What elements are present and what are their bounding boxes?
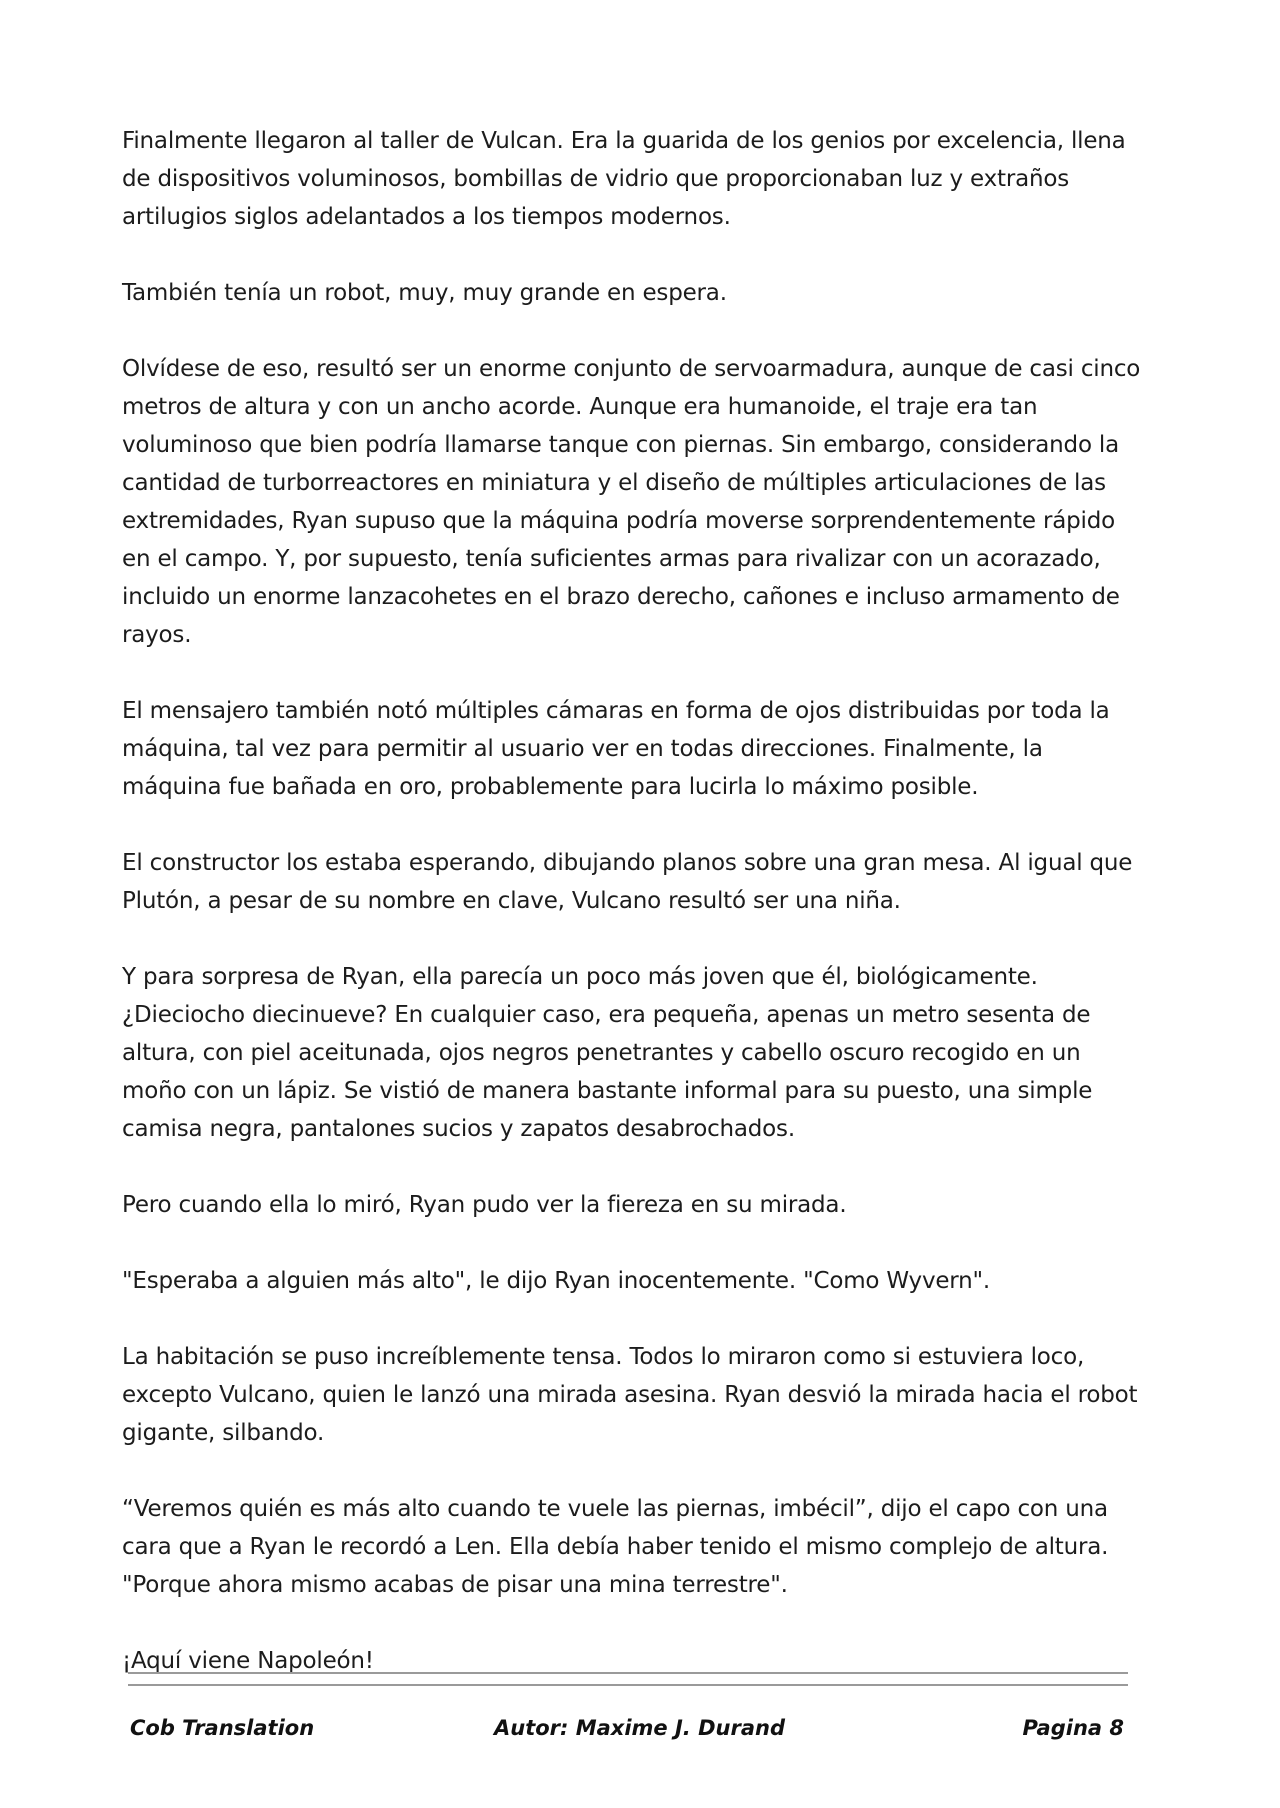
footer-divider-top (128, 1672, 1128, 1674)
paragraph-5: El constructor los estaba esperando, dibujando planos sobre una gran mesa. Al igual que Plutón, a pesar de su nombre en clave, Vulcano resultó ser una niña. (122, 850, 1133, 914)
paragraph-11: ¡Aquí viene Napoleón! (122, 1648, 374, 1674)
paragraph-1: Finalmente llegaron al taller de Vulcan. Era la guarida de los genios por excelencia, llena de dispositivos voluminosos, bombillas de vidrio que proporcionaban luz y extraños artilugios siglos adelantados a los tiempos modernos. (122, 128, 1126, 230)
footer-author: Autor: Maxime J. Durand (494, 1716, 785, 1740)
paragraph-9: La habitación se puso increíblemente tensa. Todos lo miraron como si estuviera loco, excepto Vulcano, quien le lanzó una mirada asesina. Ryan desvió la mirada hacia el robot gigante, silbando. (122, 1344, 1138, 1446)
paragraph-10: “Veremos quién es más alto cuando te vuele las piernas, imbécil”, dijo el capo con una cara que a Ryan le recordó a Len. Ella debía haber tenido el mismo complejo de altura. "Porque ahora mismo acabas de pisar una mina terrestre". (122, 1496, 1109, 1598)
footer-page-number: Pagina 8 (1022, 1716, 1124, 1740)
paragraph-7: Pero cuando ella lo miró, Ryan pudo ver la fiereza en su mirada. (122, 1192, 847, 1218)
paragraph-6: Y para sorpresa de Ryan, ella parecía un poco más joven que él, biológicamente. ¿Dieciocho diecinueve? En cualquier caso, era pequeña, apenas un metro sesenta de altura, con piel aceitunada, ojos negros penetrantes y cabello oscuro recogido en un moño con un lápiz. Se vistió de manera bastante informal para su puesto, una simple camisa negra, pantalones sucios y zapatos desabrochados. (122, 964, 1093, 1142)
paragraph-3: Olvídese de eso, resultó ser un enorme conjunto de servoarmadura, aunque de casi cinco metros de altura y con un ancho acorde. Aunque era humanoide, el traje era tan voluminoso que bien podría llamarse tanque con piernas. Sin embargo, considerando la cantidad de turborreactores en miniatura y el diseño de múltiples articulaciones de las extremidades, Ryan supuso que la máquina podría moverse sorprendentemente rápido en el campo. Y, por supuesto, tenía suficientes armas para rivalizar con un acorazado, incluido un enorme lanzacohetes en el brazo derecho, cañones e incluso armamento de rayos. (122, 356, 1141, 648)
footer-translator: Cob Translation (130, 1716, 315, 1740)
paragraph-4: El mensajero también notó múltiples cámaras en forma de ojos distribuidas por toda la máquina, tal vez para permitir al usuario ver en todas direcciones. Finalmente, la máquina fue bañada en oro, probablemente para lucirla lo máximo posible. (122, 698, 1110, 800)
footer-divider-bottom (128, 1684, 1128, 1686)
paragraph-2: También tenía un robot, muy, muy grande en espera. (122, 280, 727, 306)
body-text (122, 122, 1142, 1718)
paragraph-8: "Esperaba a alguien más alto", le dijo Ryan inocentemente. "Como Wyvern". (122, 1268, 991, 1294)
page-footer (128, 1716, 1128, 1748)
